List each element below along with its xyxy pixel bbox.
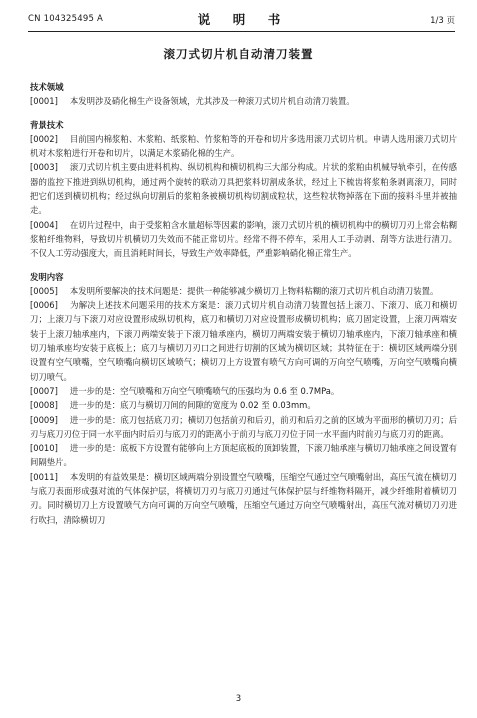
- paragraph-text: 进一步的是：底板下方设置有能够向上方顶起底板的顶卸装置，下滚刀轴承座与横切刀轴承座之间设置有间隔垫片。: [30, 443, 457, 468]
- paragraph-number: [0001]: [30, 96, 58, 107]
- document-title: 滚刀式切片机自动清刀装置: [163, 47, 314, 61]
- document-number: CN 104325495 A: [28, 14, 103, 24]
- paragraph-number: [0009]: [30, 414, 58, 425]
- paragraph-number: [0006]: [30, 300, 58, 311]
- paragraph-text: 进一步的是：底刀包括底刀刃；横切刀包括前刃和后刃，前刃和后刃之前的区域为平面形的横切刀刃；后刃与底刀刃位于同一水平面内时后刃与底刀刃的距离小于前刃与底刀刃位于同一水平面内时前刃与底刀刃的距离。: [30, 414, 457, 439]
- paragraph-text: 滚刀式切片机主要由进料机构、纵切机构和横切机构三大部分构成。片状的浆粕由机械导轨牵引，在传感器的监控下推进到纵切机构，通过两个旋转的联动刀具把浆料切割成条状，经过上下梳齿将浆粕条剥离滚刀，同时把它们送到横切机构；经过纵向切割后的浆粕条被横切机构切割成粒状，这些粒状物掉落在下面的接料斗里并被抽走。: [30, 162, 457, 216]
- paragraph-number: [0007]: [30, 385, 58, 396]
- section-title: 说 明 书: [197, 12, 286, 27]
- paragraph: [30, 94, 457, 108]
- paragraph: [30, 441, 457, 470]
- paragraph: [30, 160, 457, 217]
- paragraph-number: [0008]: [30, 400, 58, 411]
- paragraph-number: [0003]: [30, 162, 58, 173]
- document-body: [30, 80, 457, 527]
- paragraph-number: [0011]: [30, 471, 58, 482]
- section-heading: 技术领域: [30, 82, 64, 92]
- paragraph-text: 进一步的是：空气喷嘴和万向空气喷嘴喷气的压强均为 0.6 至 0.7MPa。: [69, 385, 340, 396]
- paragraph-text: 本发明涉及硝化棉生产设备领域，尤其涉及一种滚刀式切片机自动清刀装置。: [69, 96, 355, 107]
- paragraph-text: 本发明的有益效果是：横切区域两端分别设置空气喷嘴，压缩空气通过空气喷嘴射出，高压气流在横切刀与底刀表面形成强对流的气体保护层，将横切刀刃与底刀刃通过气体保护层与纤维物料隔开，减少纤维附着横切刀刃。同时横切刀上方设置喷气方向可调的万向空气喷嘴，压缩空气通过万向空气喷嘴射出，高压气流对横切刀刃进行吹扫，清除横切刀: [30, 471, 457, 525]
- paragraph-text: 目前国内棉浆粕、木浆粕、纸浆粕、竹浆粕等的开卷和切片多选用滚刀式切片机。申请人选用滚刀式切片机对木浆粕进行开卷和切片，以满足木浆硝化棉的生产。: [30, 133, 457, 159]
- paragraph: [30, 132, 457, 161]
- paragraph: [30, 413, 457, 442]
- paragraph: [30, 470, 457, 527]
- paragraph-text: 进一步的是：底刀与横切刀间的间隙的宽度为 0.02 至 0.03mm。: [69, 400, 316, 411]
- section-heading: 发明内容: [30, 271, 64, 282]
- paragraph: [30, 384, 457, 398]
- paragraph: [30, 398, 457, 412]
- paragraph-text: 本发明所要解决的技术问题是：提供一种能够减少横切刀上物料粘糊的滚刀式切片机自动清刀装置。: [69, 285, 439, 296]
- page-header: [28, 9, 455, 32]
- page-indicator: 1/3 页: [430, 16, 455, 26]
- page-number: 3: [235, 694, 242, 704]
- paragraph: [30, 284, 457, 298]
- paragraph-number: [0004]: [30, 219, 58, 230]
- paragraph-number: [0010]: [30, 443, 58, 454]
- paragraph-number: [0002]: [30, 133, 58, 144]
- paragraph: [30, 298, 457, 384]
- paragraph-number: [0005]: [30, 285, 58, 296]
- paragraph-text: 在切片过程中，由于受浆粕含水量超标等因素的影响，滚刀式切片机的横切机构中的横切刀刃上常会粘糊浆粕纤维物料，导致切片机横切刀失效而不能正常切片。经常不得不停车，采用人工手动剥、刮等方法进行清刀。不仅人工劳动强度大，而且消耗时间长，导致生产效率降低，严重影响硝化棉正常生产。: [30, 219, 457, 259]
- paragraph-text: 为解决上述技术问题采用的技术方案是：滚刀式切片机自动清刀装置包括上滚刀、下滚刀、底刀和横切刀；上滚刀与下滚刀对应设置形成纵切机构，底刀和横切刀对应设置形成横切机构；底刀固定设置，上滚刀两端安装于上滚刀轴承座内，下滚刀两端安装于下滚刀轴承座内，横切刀两端安装于横切刀轴承座内，下滚刀轴承座和横切刀轴承座均安装于底板上；底刀与横切刀刃口之间进行切割的区域为横切区域；其特征在于：横切区域两端分别设置有空气喷嘴，空气喷嘴向横切区域喷气；横切刀上方设置有喷气方向可调的万向空气喷嘴，万向空气喷嘴向横切刀喷气。: [30, 300, 457, 382]
- paragraph: [30, 218, 457, 261]
- section-heading: 背景技术: [30, 119, 64, 130]
